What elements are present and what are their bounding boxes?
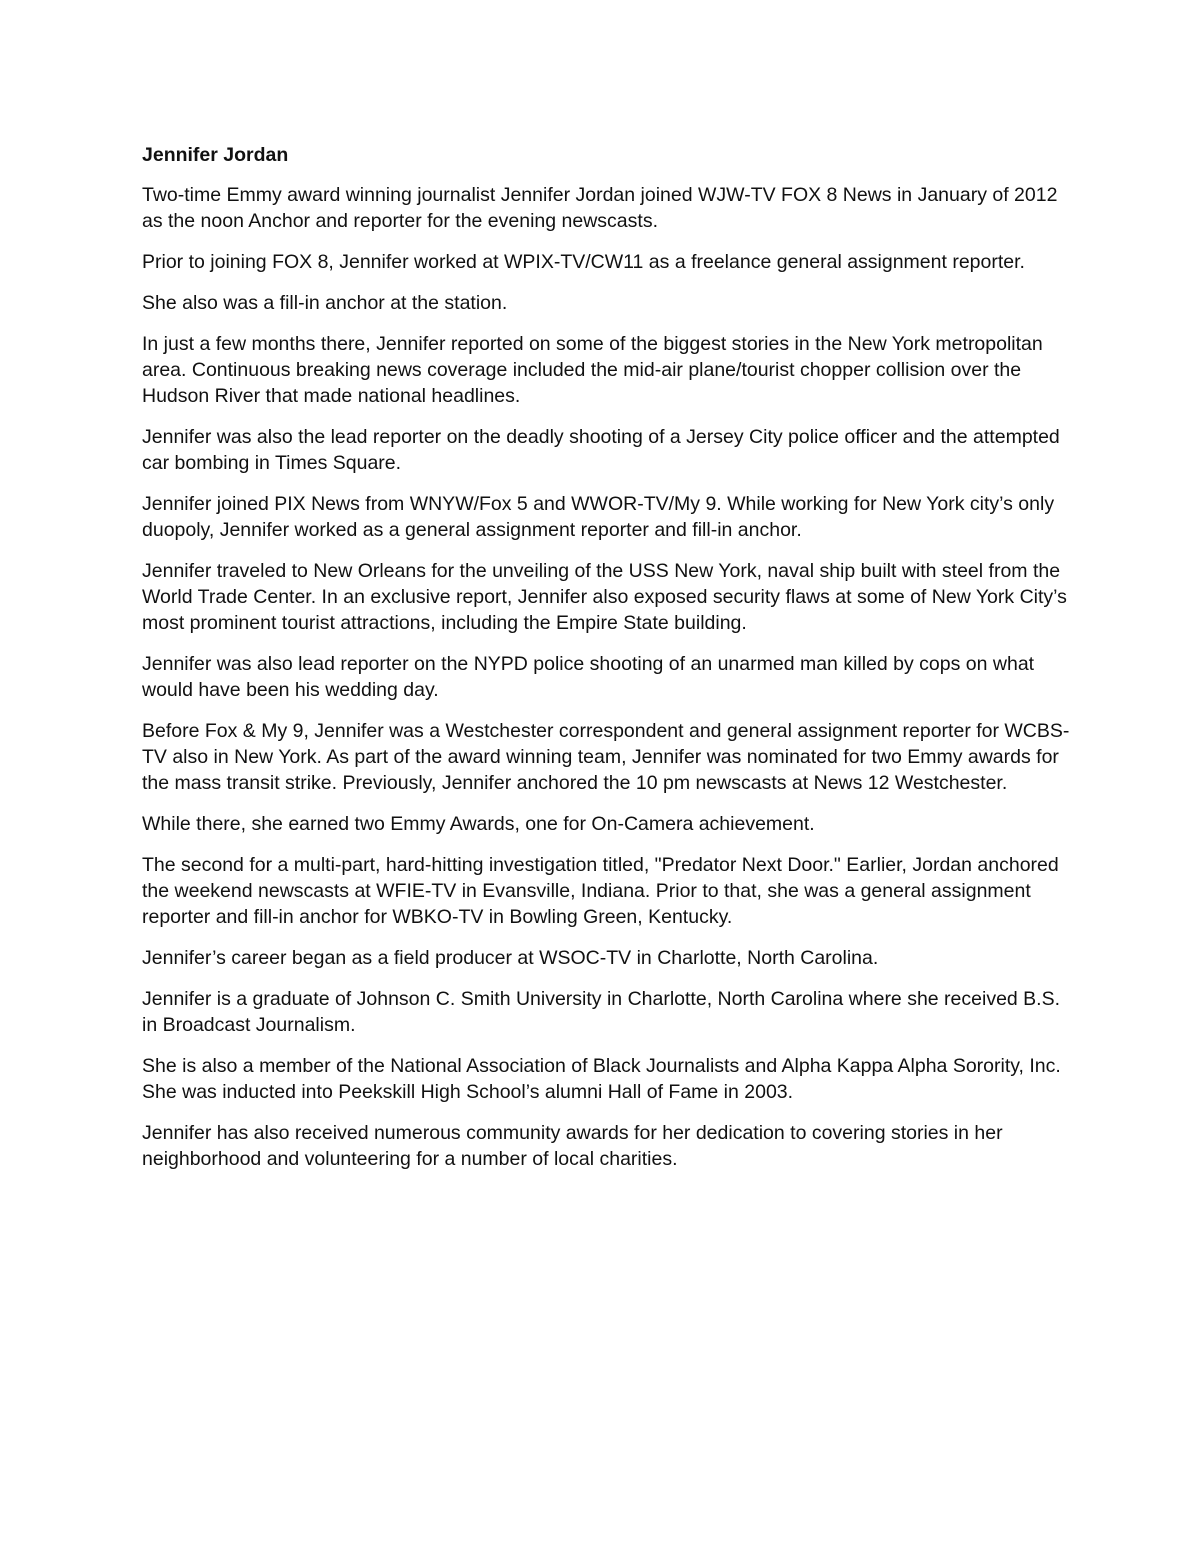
paragraph: Jennifer traveled to New Orleans for the unveiling of the USS New York, naval ship built with steel from the World Trade Center. In an exclusive report, Jennifer also exposed security flaws at some of New York City’s most prominent tourist attractions, including the Empire State building. bbox=[142, 560, 1067, 634]
document-body bbox=[142, 142, 1072, 1187]
paragraph: Prior to joining FOX 8, Jennifer worked at WPIX-TV/CW11 as a freelance general assignment reporter. bbox=[142, 251, 1025, 273]
document-title: Jennifer Jordan bbox=[142, 144, 289, 166]
paragraph: The second for a multi-part, hard-hitting investigation titled, "Predator Next Door." Earlier, Jordan anchored the weekend newscasts at WFIE-TV in Evansville, Indiana. Prior to that, she was a general assignment reporter and fill-in anchor for WBKO-TV in Bowling Green, Kentucky. bbox=[142, 854, 1059, 928]
paragraph: She also was a fill-in anchor at the station. bbox=[142, 292, 508, 314]
paragraph: In just a few months there, Jennifer reported on some of the biggest stories in the New York metropolitan area. Continuous breaking news coverage included the mid-air plane/tourist chopper collision over the Hudson River that made national headlines. bbox=[142, 333, 1043, 407]
paragraph: Before Fox & My 9, Jennifer was a Westchester correspondent and general assignment reporter for WCBS-TV also in New York. As part of the award winning team, Jennifer was nominated for two Emmy awards for the mass transit strike. Previously, Jennifer anchored the 10 pm newscasts at News 12 Westchester. bbox=[142, 720, 1070, 794]
paragraph: Jennifer is a graduate of Johnson C. Smith University in Charlotte, North Carolina where she received B.S. in Broadcast Journalism. bbox=[142, 988, 1061, 1036]
paragraph: Jennifer has also received numerous community awards for her dedication to covering stories in her neighborhood and volunteering for a number of local charities. bbox=[142, 1122, 1003, 1170]
paragraph: Jennifer was also the lead reporter on the deadly shooting of a Jersey City police officer and the attempted car bombing in Times Square. bbox=[142, 426, 1060, 474]
paragraph: Jennifer joined PIX News from WNYW/Fox 5 and WWOR-TV/My 9. While working for New York city’s only duopoly, Jennifer worked as a general assignment reporter and fill-in anchor. bbox=[142, 493, 1055, 541]
paragraph: While there, she earned two Emmy Awards, one for On-Camera achievement. bbox=[142, 813, 815, 835]
paragraph: She is also a member of the National Association of Black Journalists and Alpha Kappa Alpha Sorority, Inc. She was inducted into Peekskill High School’s alumni Hall of Fame in 2003. bbox=[142, 1055, 1061, 1103]
paragraph: Jennifer’s career began as a field producer at WSOC-TV in Charlotte, North Carolina. bbox=[142, 947, 879, 969]
paragraph: Jennifer was also lead reporter on the NYPD police shooting of an unarmed man killed by cops on what would have been his wedding day. bbox=[142, 653, 1035, 701]
paragraph: Two-time Emmy award winning journalist Jennifer Jordan joined WJW-TV FOX 8 News in January of 2012 as the noon Anchor and reporter for the evening newscasts. bbox=[142, 184, 1058, 232]
